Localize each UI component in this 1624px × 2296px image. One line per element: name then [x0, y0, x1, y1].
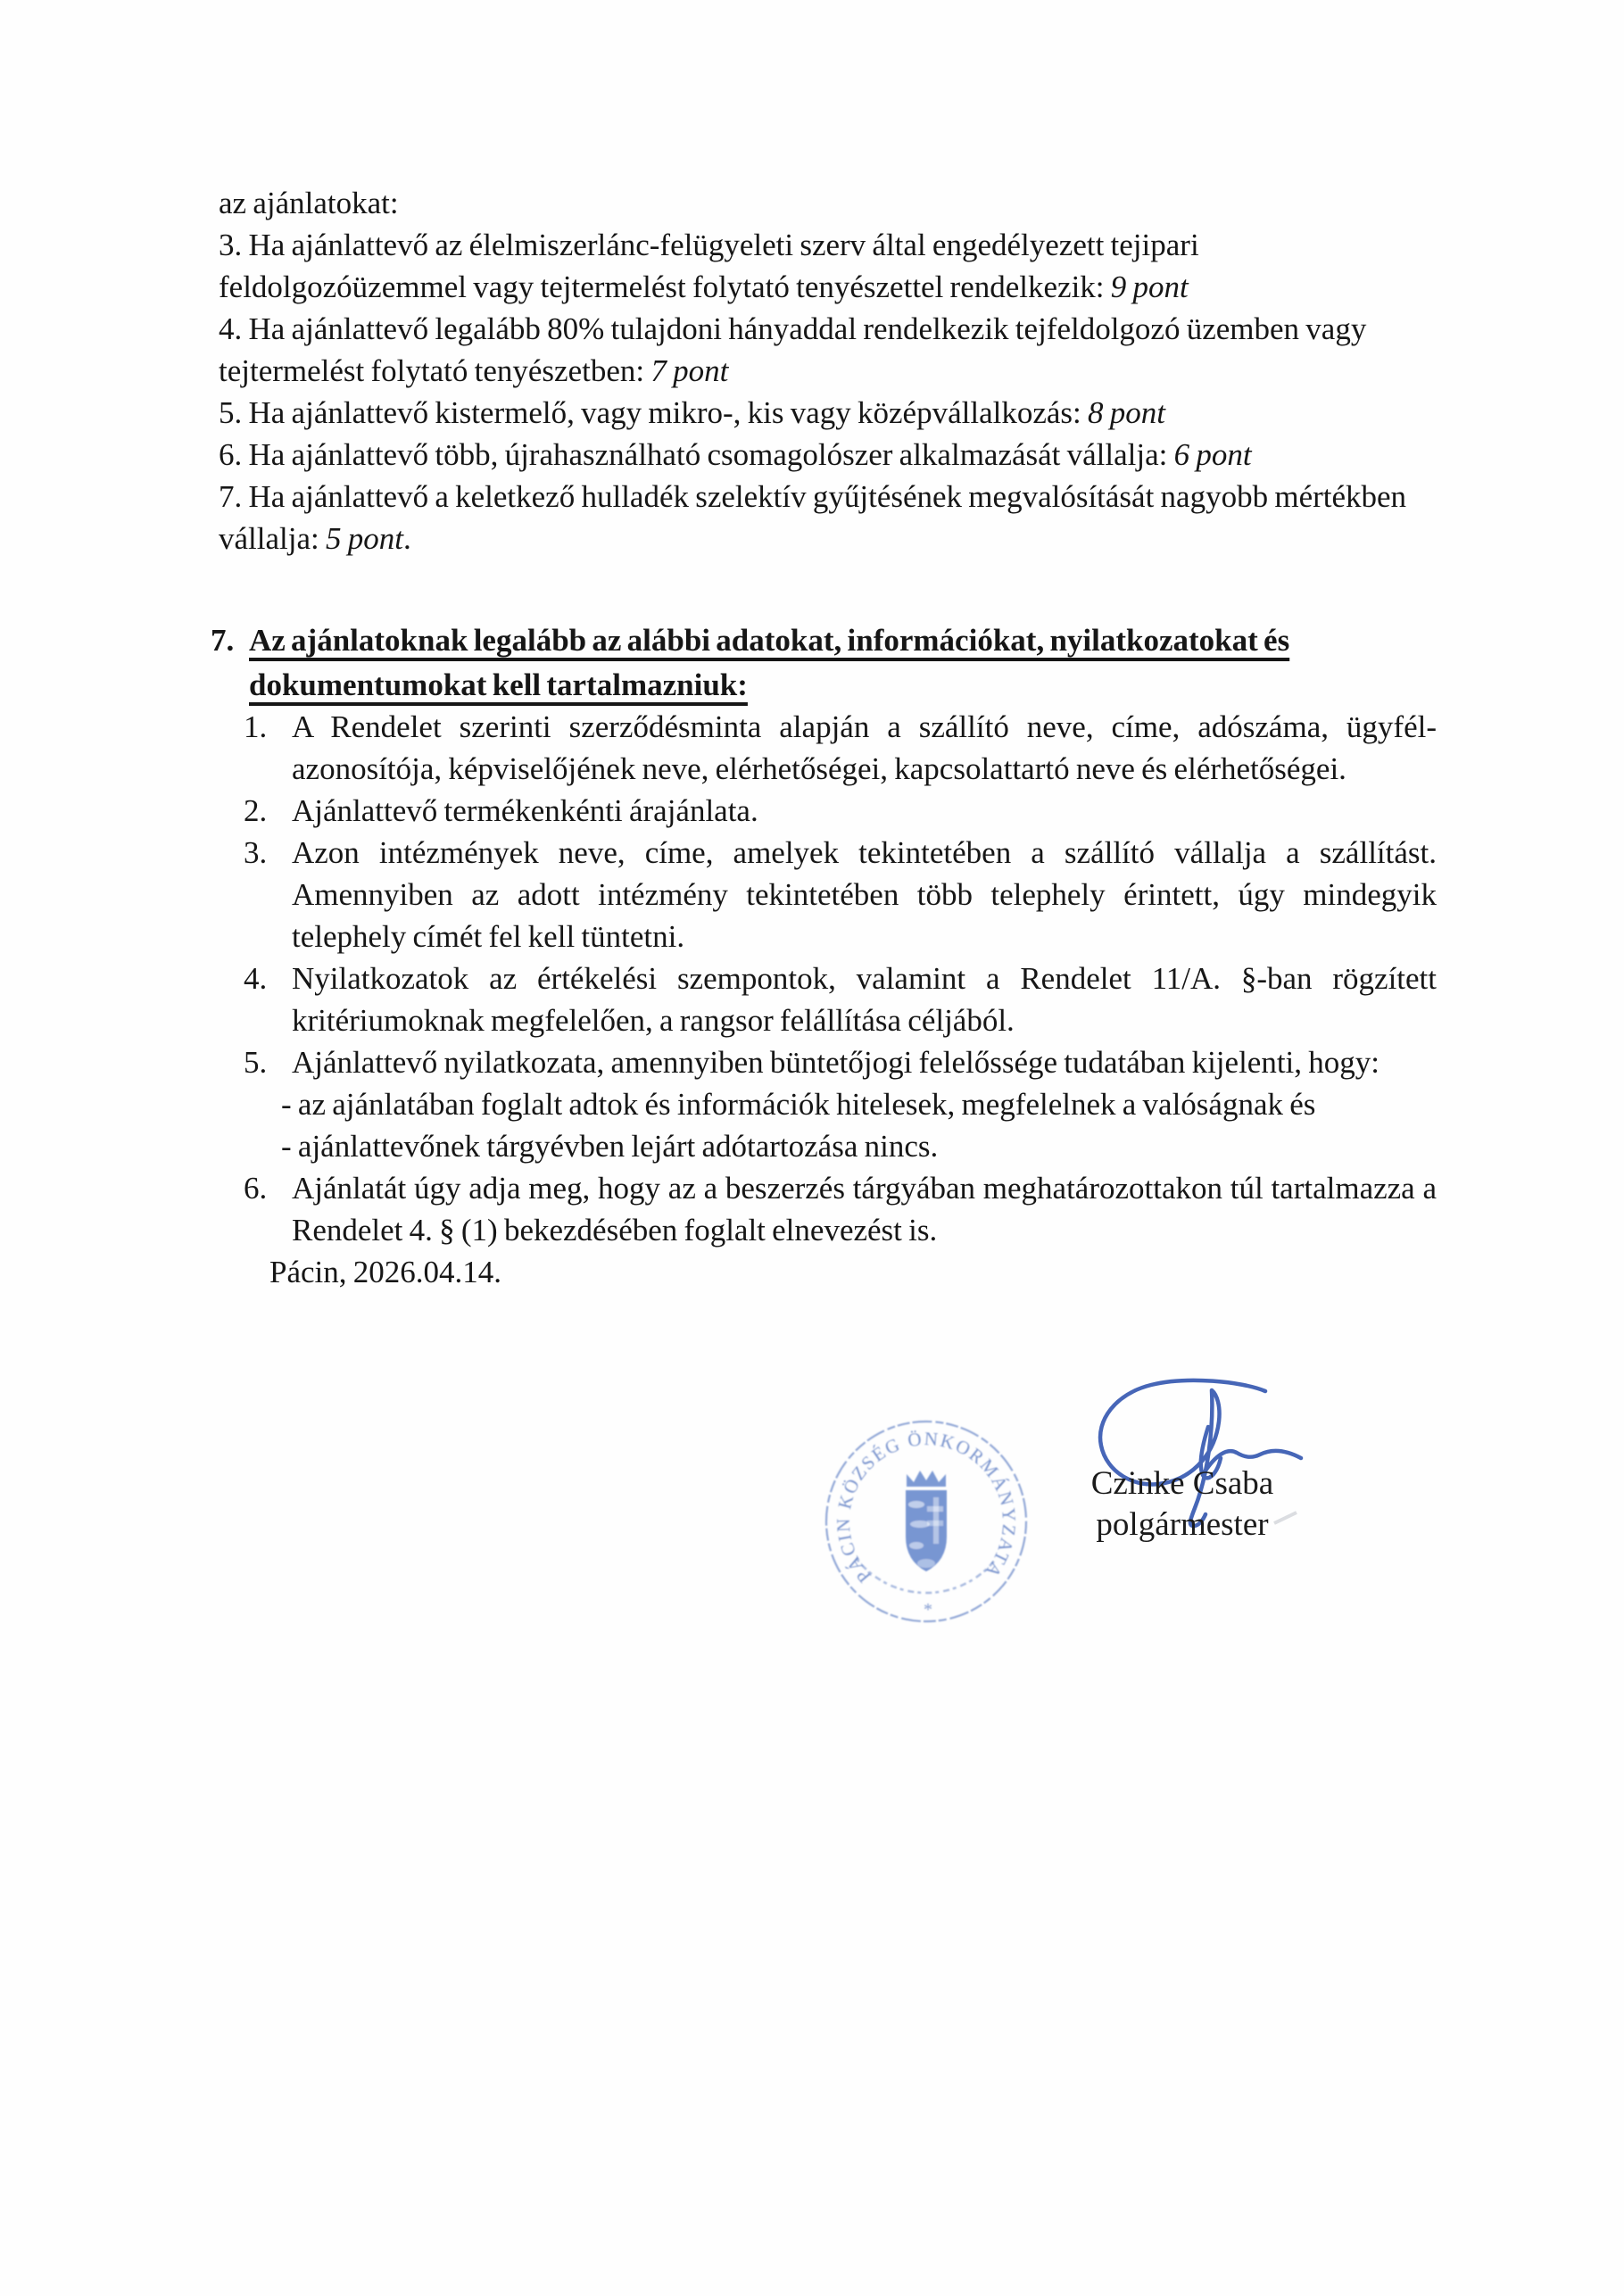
intro-item	[219, 308, 1437, 392]
points-value: 5 pont	[325, 521, 403, 556]
signatory-title: polgármester	[1096, 1506, 1269, 1543]
intro-lead: az ajánlatokat:	[219, 186, 399, 220]
intro-item-suffix: .	[402, 521, 411, 556]
requirements-list	[219, 706, 1437, 1251]
stamp-crest-icon	[906, 1471, 947, 1571]
requirement-number: 4.	[244, 961, 268, 996]
requirement-number: 3.	[244, 835, 268, 870]
intro-item	[219, 224, 1437, 308]
requirement-text: A Rendelet szerinti szerződésminta alapján a szállító neve, címe, adószáma, ügyfél-azonosítója, képviselőjének neve, elérhetőségei, kapcsolattartó neve és elérhetőségei.	[292, 709, 1437, 786]
requirement-item	[219, 1041, 1437, 1167]
requirement-subline: - az ajánlatában foglalt adtok és információk hitelesek, megfelelnek a valóságnak és	[281, 1087, 1316, 1122]
official-stamp-icon	[816, 1412, 1040, 1635]
stamp-bottom-mark: *	[924, 1600, 932, 1620]
requirement-subline: - ajánlattevőnek tárgyévben lejárt adótartozása nincs.	[281, 1129, 939, 1164]
intro-item-text: 5. Ha ajánlattevő kistermelő, vagy mikro-, kis vagy középvállalkozás:	[219, 395, 1088, 430]
intro-item-text: 6. Ha ajánlattevő több, újrahasználható csomagolószer alkalmazását vállalja:	[219, 437, 1174, 472]
intro-item-text: 3. Ha ajánlattevő az élelmiszerlánc-felügyeleti szerv által engedélyezett tejipari feldolgozóüzemmel vagy tejtermelést folytató tenyészettel rendelkezik:	[219, 228, 1199, 304]
requirement-item	[219, 1167, 1437, 1251]
signatory-block	[1017, 1463, 1347, 1546]
requirement-text: Ajánlatát úgy adja meg, hogy az a beszerzés tárgyában meghatározottakon túl tartalmazza a Rendelet 4. § (1) bekezdésében foglalt elnevezést is.	[292, 1171, 1437, 1247]
points-value: 9 pont	[1110, 269, 1189, 304]
intro-item	[219, 434, 1437, 476]
requirement-text: Ajánlattevő nyilatkozata, amennyiben büntetőjogi felelőssége tudatában kijelenti, hogy:	[292, 1045, 1380, 1080]
date-line: Pácin, 2026.04.14.	[269, 1255, 502, 1289]
intro-item	[219, 476, 1437, 559]
requirement-item	[219, 706, 1437, 790]
requirement-item	[219, 790, 1437, 832]
section-title: Az ajánlatoknak legalább az alábbi adatokat, információkat, nyilatkozatokat és dokumentumokat kell tartalmazniuk:	[249, 623, 1290, 702]
points-value: 8 pont	[1088, 395, 1165, 430]
intro-item	[219, 392, 1437, 434]
section-number: 7.	[211, 623, 235, 658]
requirement-item	[219, 957, 1437, 1041]
requirement-number: 2.	[244, 793, 268, 828]
requirement-text: Azon intézmények neve, címe, amelyek tekintetében a szállító vállalja a szállítást. Amennyiben az adott intézmény tekintetében több telephely érintett, úgy mindegyik telephely címét fel kell tüntetni.	[292, 835, 1437, 954]
page-content	[211, 182, 1437, 1293]
intro-item-text: 4. Ha ajánlattevő legalább 80% tulajdoni hányaddal rendelkezik tejfeldolgozó üzemben vagy tejtermelést folytató tenyészetben:	[219, 311, 1367, 388]
points-value: 6 pont	[1173, 437, 1252, 472]
intro-items	[219, 224, 1437, 559]
requirement-text: Nyilatkozatok az értékelési szempontok, valamint a Rendelet 11/A. §-ban rögzített kritériumoknak megfelelően, a rangsor felállítása céljából.	[292, 961, 1437, 1038]
requirement-number: 6.	[244, 1171, 268, 1206]
points-value: 7 pont	[650, 353, 729, 388]
requirement-text: Ajánlattevő termékenkénti árajánlata.	[292, 793, 758, 828]
requirement-number: 5.	[244, 1045, 268, 1080]
requirement-number: 1.	[244, 709, 268, 744]
section-heading	[211, 618, 1437, 708]
stamp-ring-text: PÁCIN KÖZSÉG ÖNKORMÁNYZATA	[832, 1427, 1021, 1587]
intro-item-text: 7. Ha ajánlattevő a keletkező hulladék szelektív gyűjtésének megvalósítását nagyobb mértékben vállalja:	[219, 479, 1407, 556]
requirement-item	[219, 832, 1437, 957]
signatory-name: Czinke Csaba	[1090, 1465, 1274, 1502]
